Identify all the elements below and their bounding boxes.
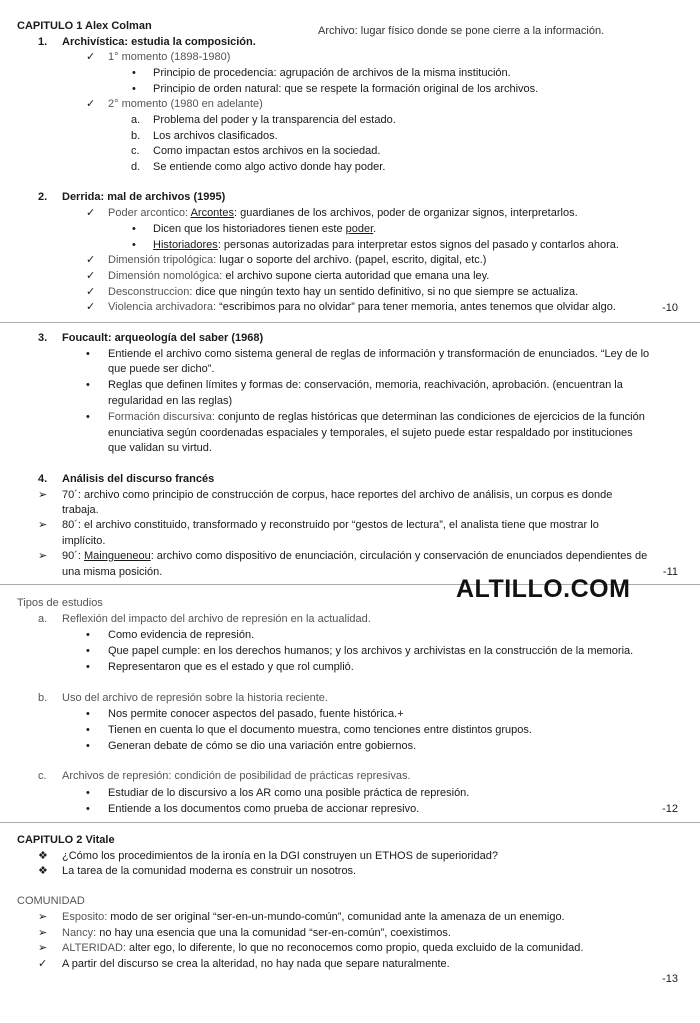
arrow-bullet-icon: ➢ — [38, 550, 48, 562]
list-item: Representaron que es el estado y que rol cumplió. — [108, 661, 354, 673]
list-item-continuation: que validan su virtud. — [108, 442, 212, 454]
section-heading: Archivística: estudia la composición. — [62, 36, 256, 48]
section-heading: Derrida: mal de archivos (1995) — [62, 191, 226, 203]
list-marker: d. — [131, 161, 141, 173]
bullet-icon: • — [86, 348, 90, 360]
list-item: Esposito: modo de ser original “ser-en-un-mundo-común”, comunidad ante la amenaza de un enemigo. — [62, 911, 565, 923]
section-heading: Foucault: arqueología del saber (1968) — [62, 332, 264, 344]
arrow-bullet-icon: ➢ — [38, 911, 48, 923]
check-icon: ✓ — [38, 958, 48, 970]
list-item: Estudiar de lo discursivo a los AR como una posible práctica de represión. — [108, 787, 470, 799]
diamond-bullet-icon: ❖ — [38, 865, 48, 877]
list-item: Tienen en cuenta lo que el documento muestra, como tenciones entre distintos grupos. — [108, 724, 532, 736]
list-marker: b. — [131, 130, 141, 142]
page-number: -10 — [662, 302, 678, 314]
list-item: La tarea de la comunidad moderna es construir un nosotros. — [62, 865, 357, 877]
bullet-icon: • — [86, 787, 90, 799]
list-item: ALTERIDAD: alter ego, lo diferente, lo que no reconocemos como propio, queda excluido de la comunidad. — [62, 942, 584, 954]
list-item: Formación discursiva: conjunto de reglas históricas que determinan las condiciones de ejercicios de la función — [108, 411, 645, 423]
section-number: 4. — [38, 473, 48, 485]
list-item: Desconstruccion: dice que ningún texto hay un sentido definitivo, si no que siempre se actualiza. — [108, 286, 579, 298]
check-icon: ✓ — [86, 207, 96, 219]
section-number: 1. — [38, 36, 48, 48]
list-item: Entiende el archivo como sistema general de reglas de información y transformación de enunciados. “Ley de lo — [108, 348, 650, 360]
check-icon: ✓ — [86, 301, 96, 313]
arrow-bullet-icon: ➢ — [38, 489, 48, 501]
check-icon: ✓ — [86, 270, 96, 282]
section-heading: Tipos de estudios — [17, 597, 103, 609]
list-marker: a. — [38, 613, 48, 625]
section-number: 3. — [38, 332, 48, 344]
list-item: Generan debate de cómo se dio una variación entre gobiernos. — [108, 740, 417, 752]
check-icon: ✓ — [86, 51, 96, 63]
list-item: Violencia archivadora: “escribimos para no olvidar” para tener memoria, antes tenemos que olvidar algo. — [108, 301, 616, 313]
bullet-icon: • — [86, 708, 90, 720]
list-item: Principio de orden natural: que se respete la formación original de los archivos. — [153, 83, 539, 95]
section-heading: Análisis del discurso francés — [62, 473, 215, 485]
bullet-icon: • — [86, 411, 90, 423]
list-item: Dimensión tripológica: lugar o soporte del archivo. (papel, escrito, digital, etc.) — [108, 254, 487, 266]
list-item: Uso del archivo de represión sobre la historia reciente. — [62, 692, 328, 704]
check-icon: ✓ — [86, 254, 96, 266]
list-item-continuation: trabaja. — [62, 504, 99, 516]
list-item: Nos permite conocer aspectos del pasado, fuente histórica.+ — [108, 708, 404, 720]
arrow-bullet-icon: ➢ — [38, 519, 48, 531]
list-marker: c. — [131, 145, 140, 157]
list-item: Que papel cumple: en los derechos humanos; y los archivos y archivistas en la construcción de la memoria. — [108, 645, 634, 657]
list-item: Nancy: no hay una esencia que una la comunidad “ser-en-común”, coexistimos. — [62, 927, 451, 939]
list-item-continuation: regularidad en las reglas) — [108, 395, 233, 407]
list-item: 80´: el archivo constituido, transformado y reconstruido por “gestos de lectura”, el analista tiene que mostrar lo — [62, 519, 599, 531]
list-item: 1° momento (1898-1980) — [108, 51, 231, 63]
list-item: A partir del discurso se crea la alteridad, no hay nada que separe naturalmente. — [62, 958, 450, 970]
list-item: 2° momento (1980 en adelante) — [108, 98, 263, 110]
list-item: 70´: archivo como principio de construcción de corpus, hace reportes del archivo de análisis, un corpus es donde — [62, 489, 613, 501]
diamond-bullet-icon: ❖ — [38, 850, 48, 862]
list-marker: c. — [38, 770, 47, 782]
list-item-continuation: implícito. — [62, 535, 106, 547]
list-item-continuation: que puede ser dicho”. — [108, 363, 215, 375]
list-item: Dicen que los historiadores tienen este poder. — [153, 223, 377, 235]
section-number: 2. — [38, 191, 48, 203]
bullet-icon: • — [86, 645, 90, 657]
list-marker: a. — [131, 114, 141, 126]
arrow-bullet-icon: ➢ — [38, 927, 48, 939]
bullet-icon: • — [86, 629, 90, 641]
list-item: Como impactan estos archivos en la sociedad. — [153, 145, 381, 157]
list-item-continuation: enunciativa según coordenadas espaciales y temporales, el sujeto puede estar respaldado por instituciones — [108, 427, 633, 439]
archivo-definition: Archivo: lugar físico donde se pone cierre a la información. — [318, 25, 605, 37]
list-item: 90´: Maingueneou: archivo como dispositivo de enunciación, circulación y conservación de enunciados dependientes de — [62, 550, 648, 562]
list-item: Como evidencia de represión. — [108, 629, 255, 641]
bullet-icon: • — [132, 239, 136, 251]
bullet-icon: • — [132, 83, 136, 95]
page-divider — [0, 822, 700, 823]
page-number: -12 — [662, 803, 678, 815]
list-item: Archivos de represión: condición de posibilidad de prácticas represivas. — [62, 770, 411, 782]
bullet-icon: • — [132, 223, 136, 235]
list-item: Historiadores: personas autorizadas para interpretar estos signos del pasado y contarlos ahora. — [153, 239, 619, 251]
list-item: Reflexión del impacto del archivo de represión en la actualidad. — [62, 613, 371, 625]
list-item: Problema del poder y la transparencia del estado. — [153, 114, 396, 126]
list-item: Entiende a los documentos como prueba de accionar represivo. — [108, 803, 420, 815]
list-item: Dimensión nomológica: el archivo supone cierta autoridad que emana una ley. — [108, 270, 490, 282]
bullet-icon: • — [86, 803, 90, 815]
arrow-bullet-icon: ➢ — [38, 942, 48, 954]
bullet-icon: • — [86, 740, 90, 752]
list-item-continuation: una misma posición. — [62, 566, 163, 578]
list-item: Reglas que definen límites y formas de: conservación, memoria, reachivación, aprobación. (encuentran la — [108, 379, 623, 391]
page-number: -11 — [662, 566, 678, 578]
chapter-title: CAPITULO 2 Vitale — [17, 834, 115, 846]
page-number: -13 — [662, 973, 678, 985]
bullet-icon: • — [86, 724, 90, 736]
page-divider — [0, 322, 700, 323]
watermark-logo: ALTILLO.COM — [456, 575, 631, 603]
bullet-icon: • — [132, 67, 136, 79]
check-icon: ✓ — [86, 286, 96, 298]
list-item: ¿Cómo los procedimientos de la ironía en la DGI construyen un ETHOS de superioridad? — [62, 850, 498, 862]
list-item: Los archivos clasificados. — [153, 130, 278, 142]
list-marker: b. — [38, 692, 48, 704]
bullet-icon: • — [86, 661, 90, 673]
bullet-icon: • — [86, 379, 90, 391]
check-icon: ✓ — [86, 98, 96, 110]
list-item: Poder arcontico: Arcontes: guardianes de los archivos, poder de organizar signos, interpretarlos. — [108, 207, 578, 219]
list-item: Se entiende como algo activo donde hay poder. — [153, 161, 386, 173]
section-heading: COMUNIDAD — [17, 895, 85, 907]
chapter-title: CAPITULO 1 Alex Colman — [17, 20, 152, 32]
list-item: Principio de procedencia: agrupación de archivos de la misma institución. — [153, 67, 511, 79]
